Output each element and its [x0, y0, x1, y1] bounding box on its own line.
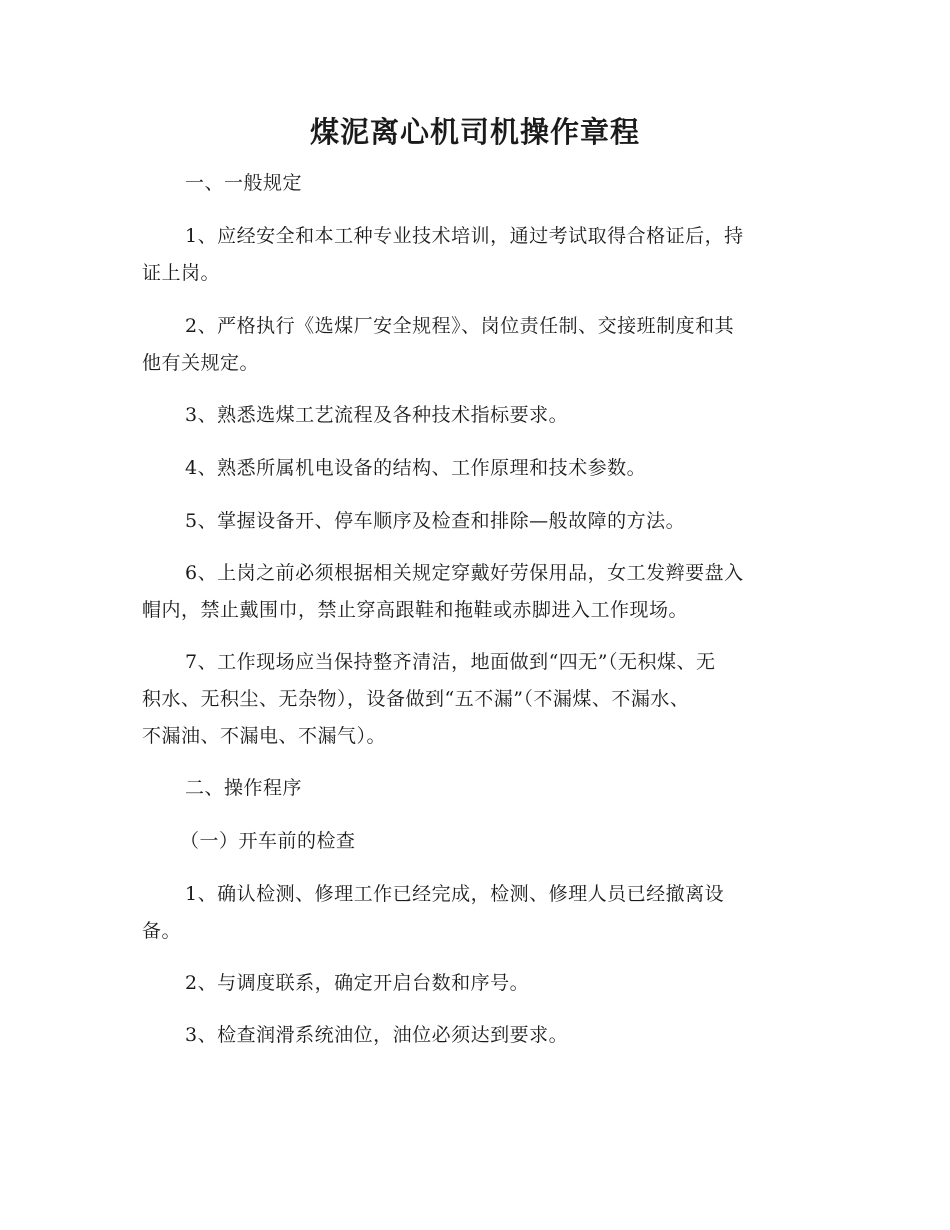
paragraph-rule-7: 7、工作现场应当保持整齐清洁，地面做到“四无”（无积煤、无 积水、无积尘、无杂物），设备做到“五不漏”（不漏煤、不漏水、 不漏油、不漏电、不漏气）。: [142, 651, 716, 747]
subsection-heading-pre-start-check: （一）开车前的检查: [180, 830, 356, 852]
paragraph-rule-5: 5、掌握设备开、停车顺序及检查和排除—般故障的方法。: [185, 510, 686, 532]
paragraph-rule-6: 6、上岗之前必须根据相关规定穿戴好劳保用品，女工发辫要盘入 帽内，禁止戴围巾，禁止穿高跟鞋和拖鞋或赤脚进入工作现场。: [142, 562, 744, 621]
paragraph-rule-3: 3、熟悉选煤工艺流程及各种技术指标要求。: [185, 404, 569, 426]
paragraph-check-3: 3、检查润滑系统油位，油位必须达到要求。: [185, 1024, 569, 1046]
section-heading-operating-procedure: 二、操作程序: [185, 777, 303, 799]
document-title: 煤泥离心机司机操作章程: [309, 115, 640, 149]
section-heading-general-rules: 一、一般规定: [185, 172, 303, 194]
paragraph-rule-2: 2、严格执行《选煤厂安全规程》、岗位责任制、交接班制度和其 他有关规定。: [142, 315, 735, 374]
paragraph-check-2: 2、与调度联系，确定开启台数和序号。: [185, 972, 530, 994]
paragraph-rule-1: 1、应经安全和本工种专业技术培训，通过考试取得合格证后，持 证上岗。: [142, 225, 744, 284]
paragraph-check-1: 1、确认检测、修理工作已经完成，检测、修理人员已经撤离设 备。: [142, 883, 725, 942]
paragraph-rule-4: 4、熟悉所属机电设备的结构、工作原理和技术参数。: [185, 457, 647, 479]
